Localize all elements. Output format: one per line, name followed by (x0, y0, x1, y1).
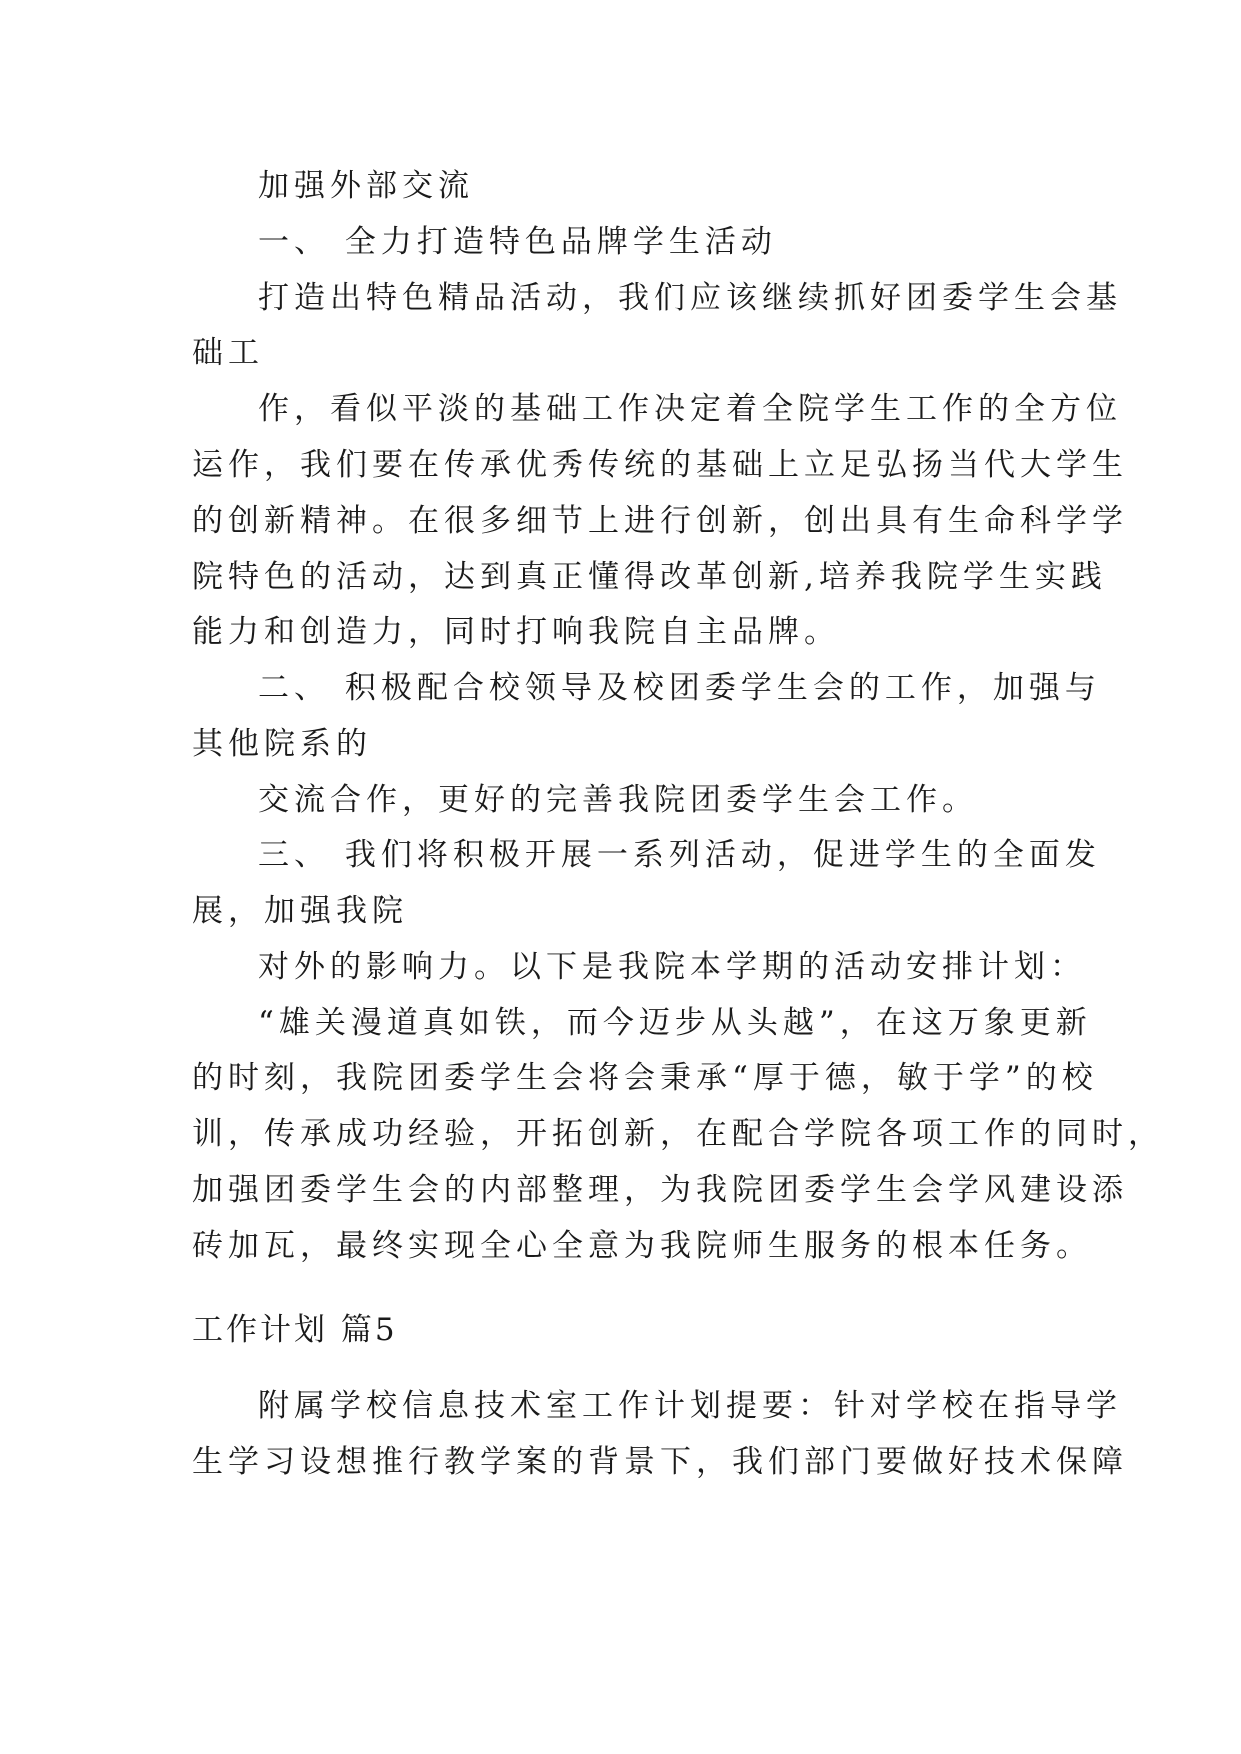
section-heading-1: 一、 全力打造特色品牌学生活动 (258, 224, 777, 260)
paragraph-line: 附属学校信息技术室工作计划提要：针对学校在指导学 (258, 1388, 1122, 1424)
paragraph-line: 训，传承成功经验，开拓创新，在配合学院各项工作的同时， (192, 1116, 1164, 1152)
paragraph-line: 加强团委学生会的内部整理，为我院团委学生会学风建设添 (192, 1172, 1128, 1208)
paragraph-line: 作，看似平淡的基础工作决定着全院学生工作的全方位 (258, 391, 1122, 427)
paragraph-line: 能力和创造力，同时打响我院自主品牌。 (192, 614, 840, 650)
section-heading-2: 二、 积极配合校领导及校团委学生会的工作，加强与 (258, 670, 1101, 706)
paragraph-line: 的创新精神。在很多细节上进行创新，创出具有生命科学学 (192, 503, 1128, 539)
paragraph-line: 对外的影响力。以下是我院本学期的活动安排计划： (258, 949, 1086, 985)
paragraph-line: 院特色的活动，达到真正懂得改革创新,培养我院学生实践 (192, 559, 1107, 595)
paragraph-line: 打造出特色精品活动，我们应该继续抓好团委学生会基 (258, 280, 1122, 316)
paragraph-line: 交流合作，更好的完善我院团委学生会工作。 (258, 782, 978, 818)
paragraph-line: 的时刻，我院团委学生会将会秉承“厚于德，敏于学”的校 (192, 1060, 1098, 1096)
paragraph-line: 其他院系的 (192, 726, 372, 762)
paragraph-line: 运作，我们要在传承优秀传统的基础上立足弘扬当代大学生 (192, 447, 1128, 483)
paragraph-line: 展，加强我院 (192, 893, 408, 929)
paragraph-line: 加强外部交流 (258, 168, 474, 204)
plan-title: 工作计划 篇5 (192, 1312, 398, 1348)
paragraph-line: “雄关漫道真如铁，而今迈步从头越”，在这万象更新 (258, 1005, 1092, 1041)
paragraph-line: 础工 (192, 335, 264, 371)
paragraph-line: 生学习设想推行教学案的背景下，我们部门要做好技术保障 (192, 1444, 1128, 1480)
paragraph-line: 砖加瓦，最终实现全心全意为我院师生服务的根本任务。 (192, 1228, 1092, 1264)
section-heading-3: 三、 我们将积极开展一系列活动，促进学生的全面发 (258, 837, 1101, 873)
